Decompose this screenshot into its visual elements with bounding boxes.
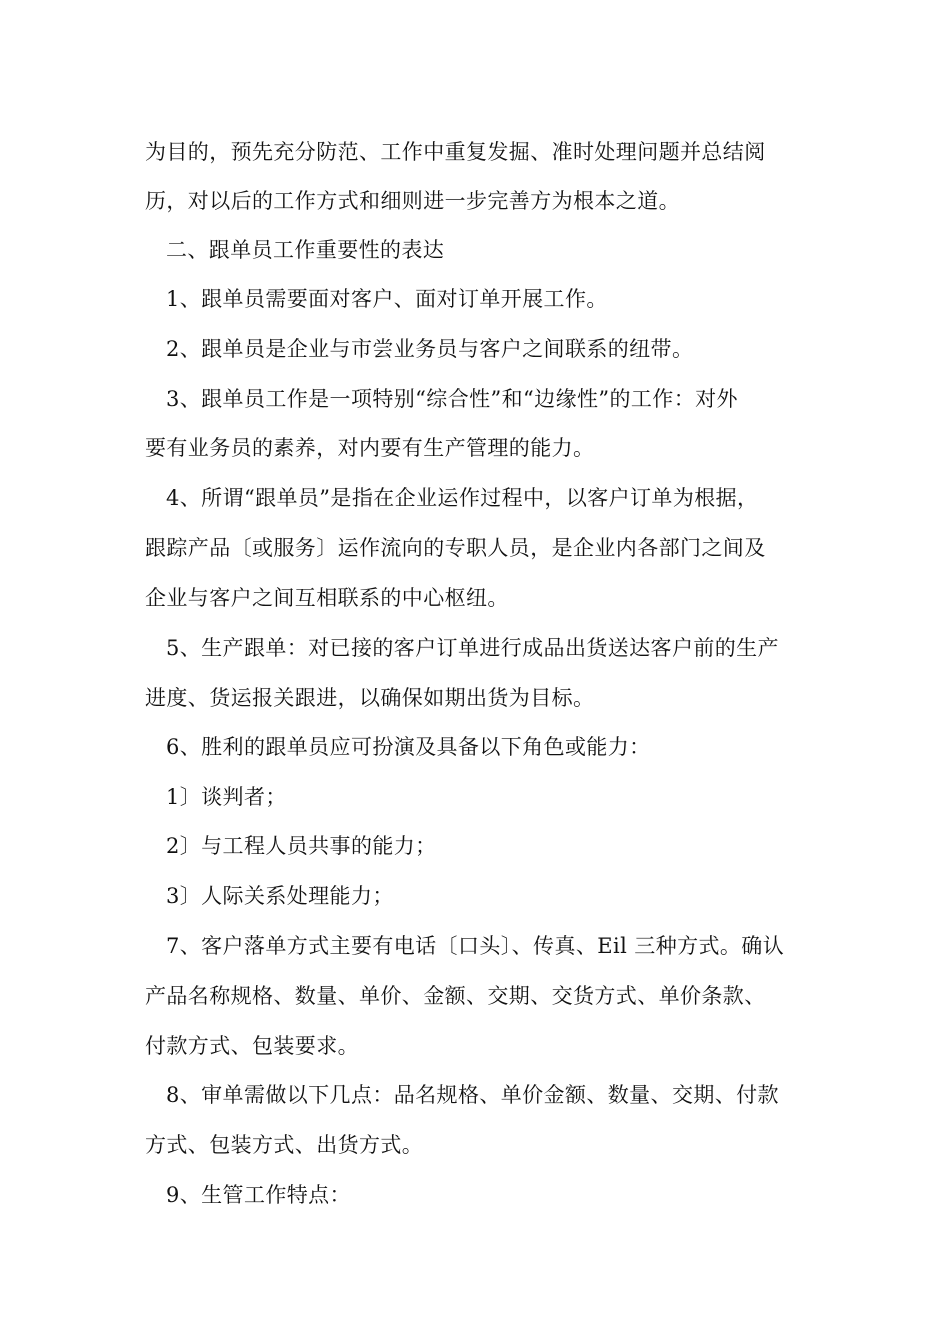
list-item-4-line-2: 跟踪产品〔或服务〕运作流向的专职人员，是企业内各部门之间及 <box>145 536 766 560</box>
list-item-9: 9、生管工作特点： <box>166 1183 351 1207</box>
section-heading: 二、跟单员工作重要性的表达 <box>166 238 445 262</box>
list-item-7-line-2: 产品名称规格、数量、单价、金额、交期、交货方式、单价条款、 <box>145 984 766 1008</box>
list-item-5-line-2: 进度、货运报关跟进，以确保如期出货为目标。 <box>145 686 595 710</box>
list-item-7-line-3: 付款方式、包装要求。 <box>145 1034 359 1058</box>
list-item-4-line-1: 4、所谓“跟单员”是指在企业运作过程中，以客户订单为根据， <box>166 486 759 510</box>
paragraph-continuation-line-2: 历，对以后的工作方式和细则进一步完善方为根本之道。 <box>145 189 680 213</box>
list-item-3-line-2: 要有业务员的素养，对内要有生产管理的能力。 <box>145 436 595 460</box>
list-item-7-line-1: 7、客户落单方式主要有电话〔口头〕、传真、Eil 三种方式。确认 <box>166 934 785 958</box>
paragraph-continuation-line-1: 为目的，预先充分防范、工作中重复发掘、准时处理问题并总结阅 <box>145 140 766 164</box>
list-item-4-line-3: 企业与客户之间互相联系的中心枢纽。 <box>145 586 509 610</box>
list-item-2: 2、跟单员是企业与市尝业务员与客户之间联系的纽带。 <box>166 337 694 361</box>
sub-item-2: 2〕与工程人员共事的能力； <box>166 834 437 858</box>
list-item-8-line-2: 方式、包装方式、出货方式。 <box>145 1133 424 1157</box>
list-item-8-line-1: 8、审单需做以下几点：品名规格、单价金额、数量、交期、付款 <box>166 1083 779 1107</box>
sub-item-1: 1〕谈判者； <box>166 785 287 809</box>
list-item-5-line-1: 5、生产跟单：对已接的客户订单进行成品出货送达客户前的生产 <box>166 636 779 660</box>
list-item-1: 1、跟单员需要面对客户、面对订单开展工作。 <box>166 287 608 311</box>
list-item-3-line-1: 3、跟单员工作是一项特别“综合性”和“边缘性”的工作：对外 <box>166 387 738 411</box>
sub-item-3: 3〕人际关系处理能力； <box>166 884 394 908</box>
list-item-6: 6、胜利的跟单员应可扮演及具备以下角色或能力： <box>166 735 651 759</box>
